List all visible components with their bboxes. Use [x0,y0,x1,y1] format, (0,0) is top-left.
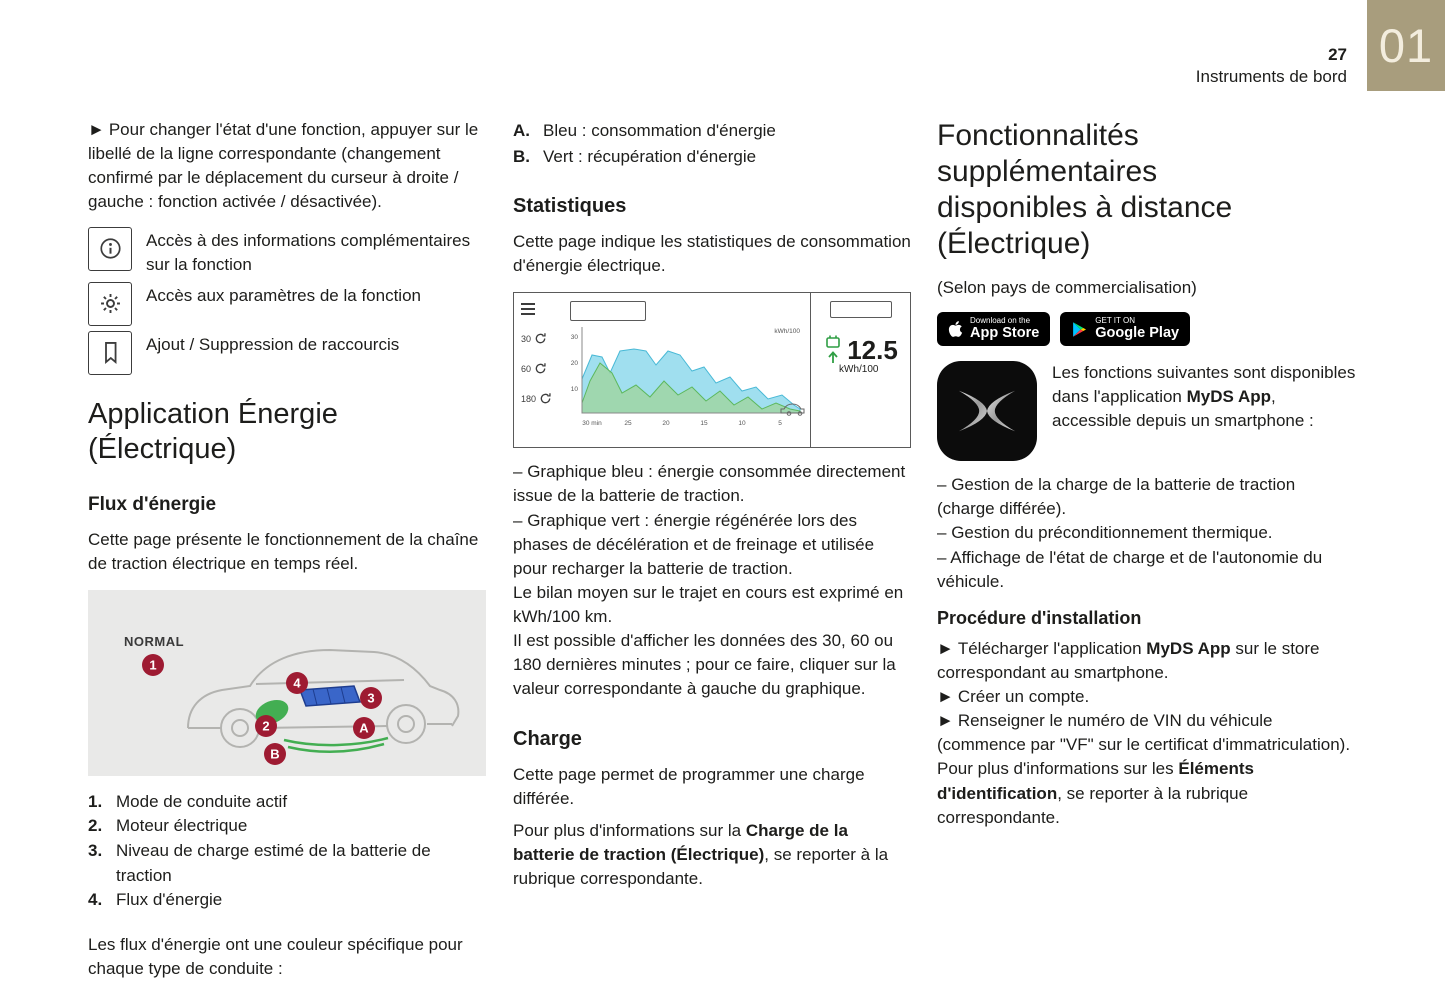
range-option-60 [521,362,556,375]
gear-icon [88,282,132,326]
intro-paragraph [88,118,486,215]
statistics-paragraph: Cette page indique les statistiques de consommation d'énergie électrique. [513,232,911,276]
subheading-charge: Charge [513,727,582,750]
drive-mode-label: NORMAL [124,633,185,649]
legend-text: Bleu : consommation d'énergie [543,121,776,140]
bullet-text: Graphique bleu : énergie consommée directement issue de la batterie de traction. [513,462,906,506]
energy-consumption-chart [562,321,812,443]
text-part: Pour plus d'informations sur la [513,820,746,840]
icon-legend [88,227,486,375]
info-icon [88,227,132,271]
marker-B: B [270,746,280,762]
chart-button-placeholder [570,301,646,321]
bold-reference: Éléments d'identification [937,759,1254,803]
dash-bullet: – [937,475,947,495]
availability-note: (Selon pays de commercialisation) [937,278,1197,297]
battery-shape [300,686,360,706]
list-text: Niveau de charge estimé de la batterie de traction [116,841,431,885]
badge-tagline: Download on the [970,316,1031,326]
ds-emblem-icon [948,372,1026,450]
dash-bullet: – [513,462,523,482]
bullet-text: Graphique vert : énergie régénérée lors des phases de décélération et de freinage et utilisée pour recharger la batterie de traction. [513,510,875,578]
myds-intro-paragraph [1052,361,1357,433]
bold-reference: Charge de la batterie de traction (Électrique) [513,820,848,864]
average-paragraph: Le bilan moyen sur le trajet en cours est exprimé en kWh/100 km. [513,582,904,626]
marker-4: 4 [293,675,301,691]
legend-item-blue [513,118,911,144]
chapter-number: 01 [1367,0,1445,91]
charge-paragraph-1: Cette page permet de programmer une charge différée. [513,764,865,808]
google-play-badge [1060,312,1190,346]
subheading-statistics: Statistiques [513,195,627,217]
marker-1: 1 [149,657,157,673]
page-number: 27 [1328,45,1347,64]
car-diagram-illustration [88,590,486,776]
feature-text: Gestion de la charge de la batterie de traction (charge différée). [937,475,1296,519]
dash-bullet: – [937,523,947,543]
chart-explanations [513,460,911,701]
subheading-energy-flow: Flux d'énergie [88,493,217,515]
list-number: 1. [88,791,103,811]
arrow-bullet-icon: ► [88,120,105,139]
install-step [937,709,1357,757]
text-part: Les fonctions suivantes sont disponibles dans l'application [1052,363,1356,407]
text-part: Pour plus d'informations sur les [937,759,1179,779]
ranges-paragraph: Il est possible d'afficher les données des 30, 60 ou 180 dernières minutes ; pour ce faire, cliquer sur la valeur correspondante à gauche du graphique. [513,631,896,699]
chart-unit-label: kWh/100 [774,328,800,336]
marker-2: 2 [262,718,270,734]
icon-row-settings [88,282,486,326]
refresh-icon [534,332,547,345]
chart-button-placeholder [830,301,892,318]
range-option-30 [521,332,556,345]
legend-text: Vert : récupération d'énergie [543,146,757,166]
list-item [88,790,486,815]
chart-sidebar [514,293,560,447]
range-option-180 [521,392,556,405]
x-tick: 10 [738,420,746,428]
arrow-bullet-icon: ► [937,638,954,658]
icon-row-shortcut [88,331,486,375]
badge-name: App Store [970,324,1040,341]
legend-item-green [513,144,911,170]
list-number: 2. [88,816,103,836]
list-text: Flux d'énergie [116,890,223,910]
x-tick: 25 [624,420,632,428]
bold-app-name: MyDS App [1146,638,1231,658]
range-label: 60 [521,363,532,374]
refresh-icon [539,392,552,405]
chart-value-panel [810,293,910,447]
install-steps [937,637,1357,758]
apple-icon [948,320,963,338]
chart-plot-area [560,293,810,447]
x-tick: 15 [700,420,708,428]
feature-list [937,473,1357,594]
text-part: , accessible depuis un smartphone : [1052,387,1314,431]
bullet-blue-graph [513,460,911,508]
diagram-legend-list [88,790,486,913]
menu-icon [521,303,556,315]
energy-flow-lines [284,738,388,752]
marker-A: A [359,720,369,736]
arrow-bullet-icon: ► [937,687,954,706]
feature-text: Gestion du préconditionnement thermique. [951,523,1273,543]
range-label: 180 [521,393,537,404]
myds-app-row [937,361,1357,461]
app-store-badge [937,312,1050,346]
badge-tagline: GET IT ON [1095,316,1135,326]
install-step [937,637,1357,685]
list-item [88,839,486,888]
outro-paragraph: Les flux d'énergie ont une couleur spécifique pour chaque type de conduite : [88,934,463,979]
list-number: 4. [88,890,103,910]
text-part: sur le store correspondant au smartphone. [937,638,1320,682]
icon-row-text: Ajout / Suppression de raccourcis [146,334,400,354]
statistics-screen [513,292,911,448]
legend-letter: A. [513,121,530,140]
x-tick: 30 min [582,420,602,428]
list-item [88,814,486,839]
charging-station-icon [823,334,843,366]
section-heading-energy-app: Application Énergie (Électrique) [88,397,338,466]
badge-name: Google Play [1095,324,1180,341]
feature-item [937,521,1357,545]
bookmark-icon [88,331,132,375]
charge-paragraph-2 [513,819,911,891]
page-header [1196,44,1347,88]
intro-text: Pour changer l'état d'une fonction, appuyer sur le libellé de la ligne correspondante (changement confirmé par le déplacement du curseur à droite / gauche : fonction activée / désactivée). [88,120,479,212]
section-heading-remote-features: Fonctionnalités supplémentaires disponibles à distance (Électrique) [937,119,1233,260]
feature-item [937,546,1357,594]
store-badges [937,312,1357,346]
dash-bullet: – [513,510,523,530]
column-right [937,118,1357,830]
text-part: Télécharger l'application [957,638,1147,658]
bold-app-name: MyDS App [1186,387,1271,407]
color-legend [513,118,911,169]
text-part: , se reporter à la rubrique correspondante. [513,844,889,888]
refresh-icon [534,362,547,375]
feature-item [937,473,1357,521]
column-left [88,118,486,981]
icon-row-text: Accès à des informations complémentaires sur la fonction [146,230,471,274]
text-part: Renseigner le numéro de VIN du véhicule (commence par "VF" sur le certificat d'immatriculation). [937,711,1351,755]
consumption-value: 12.5 [847,334,898,365]
dash-bullet: – [937,547,947,567]
text-part: , se reporter à la rubrique correspondante. [937,783,1249,827]
consumption-unit: kWh/100 [839,364,879,376]
install-step [937,685,1357,709]
energy-flow-paragraph: Cette page présente le fonctionnement de la chaîne de traction électrique en temps réel. [88,529,479,573]
marker-3: 3 [367,690,375,706]
list-text: Moteur électrique [116,816,248,836]
list-item [88,888,486,913]
list-text: Mode de conduite actif [116,791,288,811]
arrow-bullet-icon: ► [937,711,954,731]
y-tick: 20 [570,360,578,368]
x-tick: 5 [778,420,782,428]
legend-letter: B. [513,146,530,166]
y-tick: 30 [570,334,578,342]
range-label: 30 [521,333,532,344]
text-part: Créer un compte. [957,687,1090,706]
ds-logo [937,361,1037,461]
identification-paragraph [937,757,1357,829]
icon-row-text: Accès aux paramètres de la fonction [146,285,421,305]
section-title: Instruments de bord [1195,67,1347,87]
column-middle [513,118,911,891]
y-tick: 10 [570,386,578,394]
subheading-install-procedure: Procédure d'installation [937,607,1142,628]
list-number: 3. [88,841,103,861]
x-tick: 20 [662,420,670,428]
google-play-icon [1071,321,1088,338]
consumption-readout [823,334,898,366]
feature-text: Affichage de l'état de charge et de l'autonomie du véhicule. [937,547,1323,591]
icon-row-info [88,227,486,277]
energy-flow-diagram [88,590,486,776]
bullet-green-graph [513,509,911,581]
